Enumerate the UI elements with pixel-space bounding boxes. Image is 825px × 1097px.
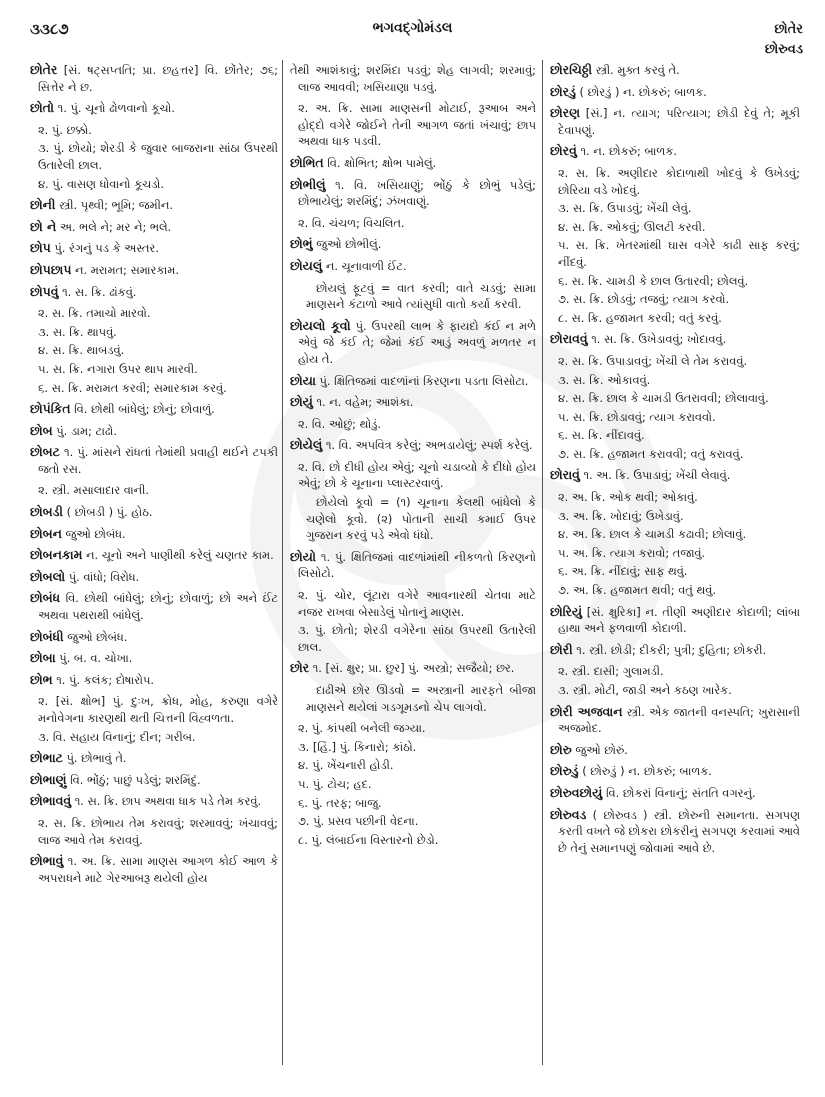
sense: ૩. સ. ક્રિ. થાપવું. <box>38 324 117 339</box>
idiom: છોયલું ફૂટવું = વાત કરવી; વાતે ચડવું; સામા માણસને કંટાળો આવે ત્યાંસુધી વાતો કર્યા કરવી. <box>306 280 536 312</box>
definition: પું. ઉપરથી લાભ કે ફાયદો કંઈ ન મળે એવું જે કંઈ તે; જેમાં કંઈ આડું અવળું મળતર ન હોય તે. <box>298 318 536 366</box>
headword: છોબડી <box>30 504 63 520</box>
guide-words <box>765 20 803 60</box>
dictionary-entry <box>290 177 536 210</box>
dictionary-entry <box>290 155 536 172</box>
headword: છોતેર <box>30 62 58 77</box>
headword: છોબટ <box>30 444 60 460</box>
dictionary-entry <box>30 793 278 810</box>
definition: વિ. ભોંઠું; પાછું પડેલું; શરમિંદું. <box>70 772 201 787</box>
headword: છોપવું <box>30 283 59 299</box>
headword: છોભાવવું <box>30 793 72 809</box>
definition: ( છોરુવડ ) સ્ત્રી. છોરુની સમાનતા. સગપણ કરતી વખતે જે છોકરા છોકરીનું સગપણ કરવામાં આવે છે તેનું સમાનપણું જોવામાં આવે છે. <box>558 807 800 855</box>
definition: ૧. વિ. ખસિયાણું; ભોંઠું કે છોભું પડેલું; છોભાયેલું; શરમિંદું; ઝંખવાણું. <box>298 177 536 209</box>
headword: છોર <box>290 660 310 676</box>
definition: ૧. પું. ક્ષિતિજમાં વાદળાંમાંથી નીકળતો કિરણનો લિસોટો. <box>298 549 536 581</box>
definition: ૧. પું. કલંક; દોષારોપ. <box>56 672 154 687</box>
sense: ૨. અ. ક્રિ. સામા માણસની મોટાઈ, રૂઆબ અને હોદ્દો વગેરે જોઈને તેની આગળ જતાં ખંચાવું; છાપ અથવા ધાક પડવી. <box>298 101 536 149</box>
headword: છોભાટ <box>30 750 63 766</box>
definition: વિ. છોકરાં વિનાનું; સંતતિ વગરનું. <box>605 785 756 800</box>
dictionary-entry <box>550 105 800 138</box>
sense: ૩. સ. ક્રિ. ઉપાડવું; ખેંચી લેવું. <box>558 201 692 216</box>
sense: ૫. સ. ક્રિ. છોડાવવું; ત્યાગ કરાવવો. <box>558 409 716 424</box>
definition: ન. ચૂનો અને પાણીથી કરેલું ચણતર કામ. <box>86 548 274 563</box>
dictionary-entry <box>550 785 800 802</box>
dictionary-entry <box>30 197 278 214</box>
definition: ૧. પું. માંસને રાંધતાં તેમાંથી પ્રવાહી થઈને ટપકી જતો રસ. <box>38 445 278 476</box>
dictionary-entry <box>30 547 278 564</box>
headword: છોભીલું <box>290 176 326 192</box>
sense: ૩. અ. ક્રિ. ખોદાવું; ઉખેડાવું. <box>558 508 684 523</box>
sense: ૪. સ. ક્રિ. થાબડવું. <box>38 343 125 358</box>
sense: ૨. અ. ક્રિ. ઓક થવી; ઓકાવું. <box>558 490 698 505</box>
headword: છોબ <box>30 422 53 438</box>
headword: છોરાવવું <box>550 331 588 347</box>
sense: ૨. વિ. છો દીધી હોય એવું; ચૂનો ચડાવ્યો કે દીધો હોય એવું; છો કે ચૂનાના પ્લાસ્ટરવાળું. <box>298 459 536 491</box>
dictionary-entry <box>550 807 800 857</box>
definition: ( છોરુડું ) ન. છોકરું; બાળક. <box>582 764 712 779</box>
dictionary-entry <box>30 772 278 789</box>
headword: છોબન <box>30 525 62 541</box>
definition: અ. ભલે ને; મર ને; ભલે. <box>59 219 172 234</box>
dictionary-entry <box>550 467 800 484</box>
sense: ૭. સ. ક્રિ. છોડવું; તજવું; ત્યાગ કરવો. <box>558 292 730 307</box>
page-header <box>0 20 825 60</box>
headword: છોબંધ <box>30 590 61 606</box>
headword: છોરણ <box>550 105 580 121</box>
headword: છોબલો <box>30 568 66 584</box>
headword: છોયો <box>290 548 316 564</box>
sense: ૨. સ. ક્રિ. ઉપાડાવવું; ખેંચી લે તેમ કરાવવું. <box>558 353 748 368</box>
sense: ૭. અ. ક્રિ. હજામત થવી; વતું થવું. <box>558 583 716 598</box>
definition: વિ. છોથી બાંધેલું; છોનું; છોવાળું; છો અને ઈંટ અથવા પથરાથી બાંધેલું. <box>38 591 278 623</box>
sense: ૬. પું. તરફ; બાજુ. <box>298 795 382 810</box>
sense: ૬. સ. ક્રિ. મરામત કરવી; સમારકામ કરવું. <box>38 380 227 395</box>
headword: છોની <box>30 197 56 213</box>
sense: ૨. પું. છક્કો. <box>38 122 92 137</box>
dictionary-entry <box>30 401 278 418</box>
dictionary-entry <box>290 660 536 677</box>
running-title: ભગવદ્ગોમંડલ <box>372 20 453 36</box>
dictionary-entry <box>30 526 278 543</box>
definition: ૧. પું. ચૂનો ઢોળવાનો કૂચો. <box>57 101 176 116</box>
definition: ( છોબડી ) પું. હોઠ. <box>66 505 153 520</box>
headword: છોભાણું <box>30 771 67 787</box>
definition: ૧. ન. વહેમ; આશંકા. <box>316 395 414 410</box>
definition: ૧. અ. ક્રિ. સામા માણસ આગળ કોઈ આળ કે અપરાધને માટે ગેરઆબરૂ થયેલી હોય <box>38 854 278 885</box>
headword: છો ને <box>30 218 57 234</box>
dictionary-entry <box>290 62 536 95</box>
sense: ૪. અ. ક્રિ. છાલ કે ચામડી કઢાવી; છોલાવું. <box>558 527 747 542</box>
sense: ૩. સ્ત્રી. મોટી, જાડી અને કઠણ ખારેક. <box>558 683 732 697</box>
headword: છોરાવું <box>550 467 580 483</box>
dictionary-entry <box>550 331 800 348</box>
dictionary-entry <box>30 650 278 667</box>
sense: ૨. સ. ક્રિ. અણીદાર કોદાળાથી ખોદવું કે ઉખેડવું; છોરિયા વડે ખોદવું. <box>558 165 800 197</box>
sense: ૩. [હિં.] પું. કિનારો; કાંઠો. <box>298 739 417 754</box>
sense: ૫. અ. ક્રિ. ત્યાગ કરાવો; તજાવું. <box>558 545 706 560</box>
definition: ન. મરામત; સમારકામ. <box>75 262 179 277</box>
column-1 <box>30 62 278 1067</box>
column-3 <box>550 62 800 1067</box>
dictionary-entry <box>30 590 278 623</box>
sense: ૨. સ. ક્રિ. છોભાય તેમ કરાવવું; શરમાવવું; ખંચાવવું; લાજ આવે તેમ કરાવવું. <box>38 815 278 847</box>
dictionary-columns <box>0 62 825 1072</box>
dictionary-entry <box>550 604 800 637</box>
headword: છોભિત <box>290 154 324 170</box>
sense: ૬. સ. ક્રિ. નીંદાવવું. <box>558 428 645 443</box>
headword: છોભું <box>290 236 313 252</box>
dictionary-entry <box>30 504 278 521</box>
headword: છોરી અજવાન <box>550 703 623 719</box>
dictionary-entry <box>30 444 278 477</box>
definition: ૧. સ. ક્રિ. છાપ અથવા ધાક પડે તેમ કરવું. <box>74 794 262 809</box>
dictionary-entry <box>550 143 800 160</box>
headword: છોપંકિત <box>30 401 71 417</box>
headword: છોયા <box>290 372 316 388</box>
sense: ૫. સ. ક્રિ. નગારા ઉપર થાપ મારવી. <box>38 361 198 376</box>
sense: ૮. પું. લંબાઈના વિસ્તારનો છેડો. <box>298 832 439 847</box>
dictionary-entry <box>550 704 800 737</box>
sense: ૫. સ. ક્રિ. ખેતરમાંથી ઘાસ વગેરે કાઢી સાફ કરવું; નીંદવું. <box>558 238 800 269</box>
sense: ૨. વિ. ચંચળ; વિચલિત. <box>298 215 405 230</box>
dictionary-entry <box>550 763 800 780</box>
headword: છોભાવું <box>30 853 64 869</box>
dictionary-entry <box>290 236 536 253</box>
definition: [સં.] ન. ત્યાગ; પરિત્યાગ; છોડી દેવું તે; મૂકી દેવાપણું. <box>558 106 800 137</box>
definition: જુઓ છોબંધ. <box>67 629 128 644</box>
definition: સ્ત્રી. એક જાતની વનસ્પતિ; ખુરાસાની અજમોદ. <box>558 704 800 736</box>
sense: ૪. સ. ક્રિ. ઓકવું; ઊલટી કરવી. <box>558 219 706 234</box>
dictionary-entry <box>30 569 278 586</box>
definition: પું. છોભાવું તે. <box>66 751 127 766</box>
definition: [સં. ક્ષુરિકા] ન. તીણી અણીદાર કોદાળી; લાંબા હાથા અને ફળવાળી કોદાળી. <box>558 604 800 636</box>
sense: ૩. વિ. સહાય વિનાનું; દીન; ગરીબ. <box>38 729 196 744</box>
idiom: છોયેલો કૂવો = (૧) ચૂનાના કેલથી બાંધેલો કે ચણેલો કૂવો. (૨) પોતાની સાચી કમાઈ ઉપર ગુજરાન કરવું પડે એવો ધંધો. <box>306 495 536 543</box>
dictionary-entry <box>30 853 278 886</box>
sense: ૩. સ. ક્રિ. ઓકાવવું. <box>558 372 651 387</box>
sense: ૨. વિ. ઓછું; થોડું. <box>298 416 382 431</box>
dictionary-entry <box>30 629 278 646</box>
headword: છોરુ <box>550 741 572 757</box>
column-2 <box>290 62 536 1067</box>
headword: છોયલું <box>290 257 323 273</box>
definition: પું. ડામ; ટાઢો. <box>56 423 117 438</box>
dictionary-entry <box>550 84 800 101</box>
definition: ૧. વિ. અપવિત્ર કરેલું; અભડાયેલું; સ્પર્શ કરેલું. <box>325 438 533 453</box>
dictionary-entry <box>290 258 536 275</box>
sense: ૩. પું. છોયો; શેરડી કે જુવાર બાજરાના સાંઠા ઉપરથી ઉતારેલી છાલ. <box>38 141 278 172</box>
definition: જુઓ છોભીલું. <box>316 237 382 252</box>
headword: છોબા <box>30 650 56 666</box>
dictionary-entry <box>30 750 278 767</box>
definition: ૧. સ્ત્રી. છોડી; દીકરી; પુત્રી; દુહિતા; છોકરી. <box>576 642 767 657</box>
definition: સ્ત્રી. મુક્ત કરવું તે. <box>595 63 680 77</box>
idiom: દાઢીએ છોર ઊડવો = અસ્ત્રાની મારફતે બીજા માણસને થયેલાં ગડગૂમડનો ચેપ લાગવો. <box>306 683 536 714</box>
headword: છોરિયું <box>550 603 583 619</box>
dictionary-entry <box>30 62 278 95</box>
dictionary-entry <box>30 672 278 689</box>
headword: છોયું <box>290 394 313 410</box>
definition: જુઓ છોરું. <box>575 742 628 757</box>
sense: ૪. પું. વાસણ ધોવાનો કૂચડો. <box>38 176 165 191</box>
definition: જુઓ છોબંધ. <box>65 526 126 541</box>
dictionary-entry <box>30 100 278 117</box>
sense: ૨. પું. ચોર, લૂંટારા વગેરે આવનારથી ચેતવા માટે નજર રાખવા બેસાડેલું પોતાનું માણસ. <box>298 588 536 619</box>
dictionary-entry <box>30 240 278 257</box>
sense: ૨. પું. કાંપથી બનેલી જગ્યા. <box>298 721 426 736</box>
sense: ૬. અ. ક્રિ. નીંદાવું; સાફ થવું. <box>558 564 688 579</box>
dictionary-entry <box>30 284 278 301</box>
definition: ૧. અ. ક્રિ. ઉપાડાવું; ખેંચી લેવાવું. <box>583 468 731 483</box>
sense: ૨. સ્ત્રી. દાસી; ગુલામડી. <box>558 664 664 679</box>
sense: ૨. [સં. ક્ષોભ] પું. દુઃખ, ક્રોધ, મોહ, કરુણા વગેરે મનોવેગના કારણથી થતી ચિત્તની વિહ્વળતા. <box>38 694 278 725</box>
headword: છોરુવડ <box>550 806 587 822</box>
headword: છોરચિઠ્ઠી <box>550 62 593 77</box>
definition: [સં. ષટ્સપ્તતિ; પ્રા. છહત્તર] વિ. છોંતેર; ૭૬; સિત્તેર ને છ. <box>38 63 278 94</box>
definition: ન. ચૂનાવાળી ઈંટ. <box>325 258 407 273</box>
sense: ૪. પું. ખેંચનારી હોડી. <box>298 758 394 773</box>
dictionary-entry <box>30 262 278 279</box>
dictionary-entry <box>290 437 536 454</box>
guide-word-last: છોરુવડ <box>764 42 803 57</box>
dictionary-entry <box>290 549 536 582</box>
definition: વિ. ક્ષોભિત; ક્ષોભ પામેલું. <box>327 155 437 170</box>
headword: છોયલો કૂવો <box>290 317 351 333</box>
headword: છોબનકામ <box>30 547 83 563</box>
sense: ૭. પું. પ્રસવ પછીની વેદના. <box>298 814 419 829</box>
definition: વિ. છોથી બાંધેલું; છોનું; છોવાળું. <box>74 402 215 417</box>
headword: છોભ <box>30 671 53 687</box>
headword: છોપ <box>30 240 51 256</box>
definition: ( છોરડું ) ન. છોકરું; બાળક. <box>579 84 707 99</box>
dictionary-entry <box>550 742 800 759</box>
dictionary-entry <box>30 219 278 236</box>
definition: ૧. સ. ક્રિ. ઉખેડાવવું; ખોદાવવું. <box>591 332 727 347</box>
dictionary-entry <box>290 318 536 368</box>
dictionary-entry <box>290 394 536 411</box>
guide-word-first: છોતેર <box>774 22 803 37</box>
sense: ૪. સ. ક્રિ. છાલ કે ચામડી ઉતરાવવી; છોલાવાવું. <box>558 391 769 406</box>
sense: ૬. સ. ક્રિ. ચામડી કે છાલ ઉતારવી; છોલવું. <box>558 273 749 288</box>
definition: પું. રંગનું પડ કે અસ્તર. <box>54 241 159 256</box>
dictionary-entry <box>30 423 278 440</box>
definition: ૧. સ. ક્રિ. ઢાંકવું. <box>62 284 137 299</box>
sense: ૫. પું. ટોચ; હદ. <box>298 776 372 791</box>
definition: પું. વાંધો; વિરોધ. <box>68 569 140 584</box>
definition: સ્ત્રી. પૃથ્વી; ભૂમિ; જમીન. <box>59 198 173 213</box>
sense: ૮. સ. ક્રિ. હજામત કરવી; વતું કરવું. <box>558 310 722 325</box>
definition: પું. ક્ષિતિજમાં વાદળાંનાં કિરણના પડતા લિસોટા. <box>319 373 529 388</box>
dictionary-entry <box>550 62 800 79</box>
headword: છોરી <box>550 641 573 657</box>
headword: છોતો <box>30 100 54 116</box>
sense: ૩. પું. છોતો; શેરડી વગેરેના સાંઠા ઉપરથી ઉતારેલી છાલ. <box>298 623 536 654</box>
sense: ૨. સ. ક્રિ. તમાચો મારવો. <box>38 306 151 321</box>
page-number: ૩૩૮૭ <box>30 20 69 38</box>
dictionary-entry <box>550 642 800 659</box>
definition: ૧. ન. છોકરું; બાળક. <box>580 144 677 159</box>
headword: છોયેલું <box>290 437 323 453</box>
definition: તેથી આશંકાવું; શરમિંદા પડવું; શેહ લાગવી; શરમાવું; લાજ આવવી; ખસિયાણા પડવું. <box>290 63 536 94</box>
headword: છોપછાપ <box>30 261 72 277</box>
definition: પું. બ. વ. ચોખા. <box>59 651 133 666</box>
headword: છોરવું <box>550 143 577 159</box>
definition: ૧. [સં. ક્ષુર; પ્રા. છુર] પું. અસ્ત્રો; સજૈયો; છર. <box>312 661 515 676</box>
sense: ૨. સ્ત્રી. મસાલાદાર વાની. <box>38 483 150 498</box>
sense: ૭. સ. ક્રિ. હજામત કરાવવી; વતું કરાવવું. <box>558 446 744 461</box>
headword: છોરુવછોયું <box>550 784 603 800</box>
dictionary-entry <box>290 373 536 390</box>
headword: છોબંધી <box>30 628 64 644</box>
headword: છોરુડું <box>550 763 579 779</box>
headword: છોરડું <box>550 83 576 99</box>
